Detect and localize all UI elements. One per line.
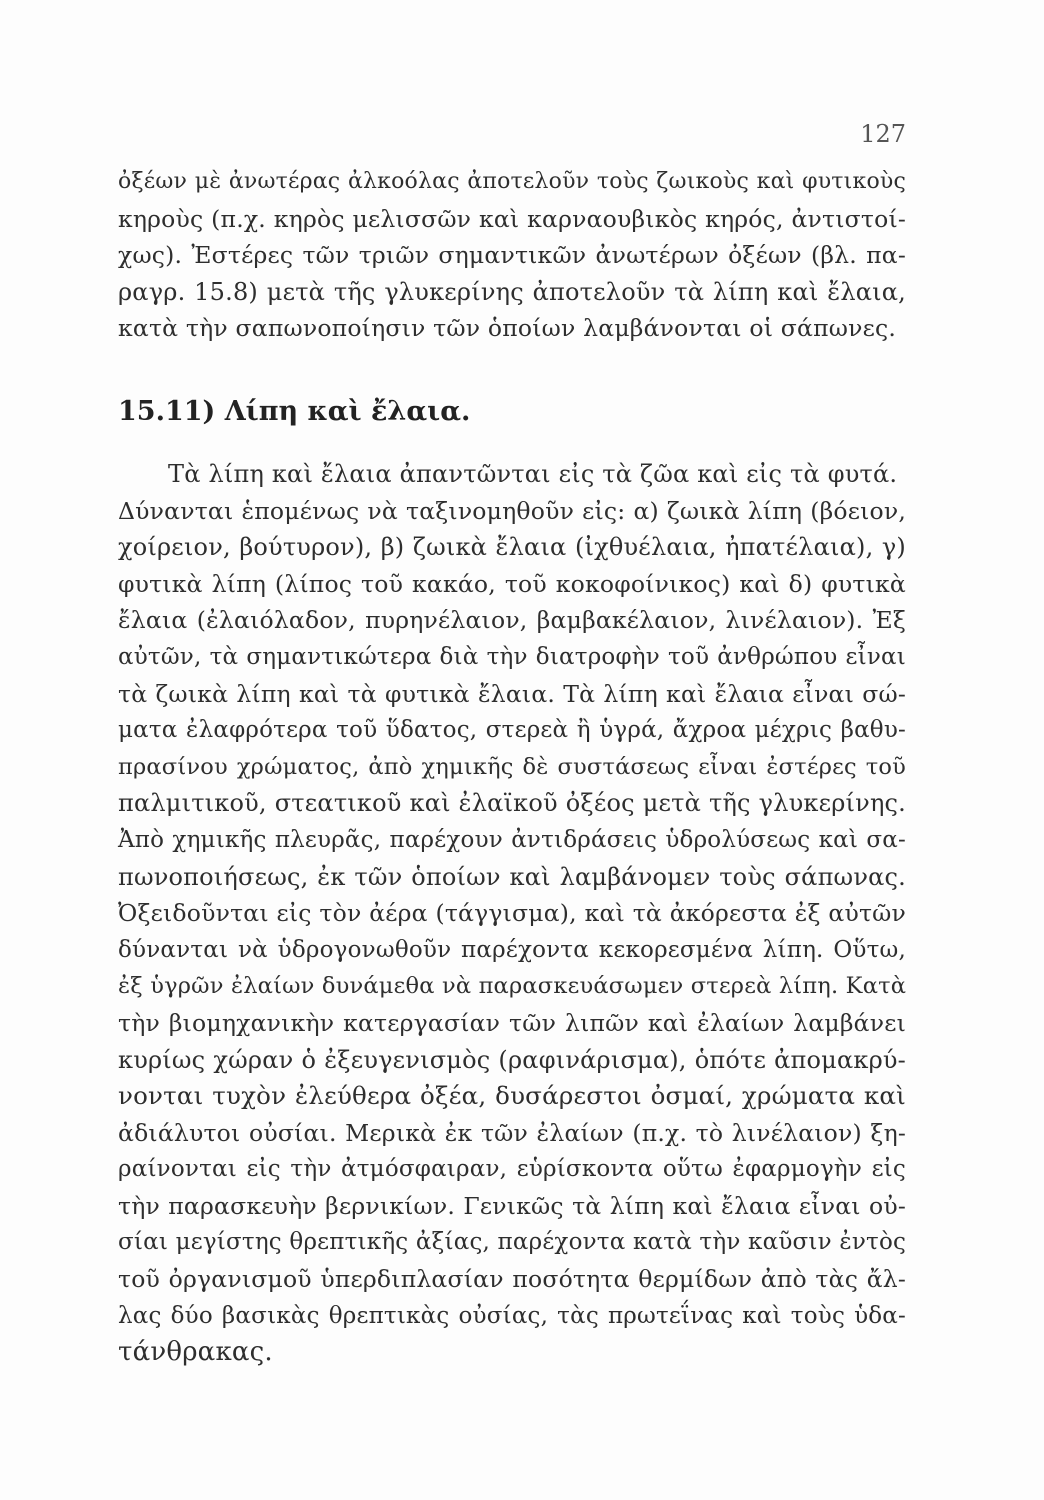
text-line: ἔλαια (ἐλαιόλαδον, πυρηνέλαιον, βαμβακέλαιον, λινέλαιον). Ἐξ: [118, 606, 906, 635]
text-line: ἐξ ὑγρῶν ἐλαίων δυνάμεθα νὰ παρασκευάσωμεν στερεὰ λίπη. Κατὰ: [118, 973, 907, 1000]
text-line: κυρίως χώραν ὁ ἐξευγενισμὸς (ραφινάρισμα), ὁπότε ἀπομακρύ-: [118, 1045, 906, 1074]
text-line: χως). Ἐστέρες τῶν τριῶν σημαντικῶν ἀνωτέρων ὀξέων (βλ. πα-: [118, 241, 906, 270]
body-paragraph: [118, 456, 906, 1371]
text-line: ραίνονται εἰς τὴν ἀτμόσφαιραν, εὑρίσκοντα οὕτω ἐφαρμογὴν εἰς: [118, 1156, 906, 1183]
text-line: κατὰ τὴν σαπωνοποίησιν τῶν ὁποίων λαμβάνονται οἱ σάπωνες.: [118, 314, 896, 343]
text-line: τὴν βιομηχανικὴν κατεργασίαν τῶν λιπῶν καὶ ἐλαίων λαμβάνει: [118, 1008, 906, 1037]
text-line: χοίρειον, βούτυρον), β) ζωικὰ ἔλαια (ἰχθυέλαια, ἠπατέλαια), γ): [118, 533, 906, 562]
text-line: Δύνανται ἑπομένως νὰ ταξινομηθοῦν εἰς: α) ζωικὰ λίπη (βόειον,: [118, 496, 906, 525]
intro-paragraph: [118, 164, 906, 347]
text-line: τάνθρακας.: [118, 1337, 273, 1368]
text-line: ματα ἐλαφρότερα τοῦ ὕδατος, στερεὰ ἢ ὑγρά, ἄχροα μέχρις βαθυ-: [118, 717, 906, 744]
section-heading: 15.11) Λίπη καὶ ἔλαια.: [118, 396, 471, 427]
text-line: κηροὺς (π.χ. κηρὸς μελισσῶν καὶ καρναουβικὸς κηρός, ἀντιστοί-: [118, 204, 906, 233]
text-line: Τὰ λίπη καὶ ἔλαια ἀπαντῶνται εἰς τὰ ζῶα καὶ εἰς τὰ φυτά.: [168, 460, 898, 488]
text-line: τὴν παρασκευὴν βερνικίων. Γενικῶς τὰ λίπη καὶ ἔλαια εἶναι οὐ-: [118, 1191, 906, 1220]
text-line: πωνοποιήσεως, ἐκ τῶν ὁποίων καὶ λαμβάνομεν τοὺς σάπωνας.: [118, 862, 906, 891]
page-number: 127: [860, 120, 906, 148]
text-line: νονται τυχὸν ἐλεύθερα ὀξέα, δυσάρεστοι ὀσμαί, χρώματα καὶ: [118, 1081, 906, 1111]
text-line: δύνανται νὰ ὑδρογονωθοῦν παρέχοντα κεκορεσμένα λίπη. Οὕτω,: [118, 936, 906, 963]
text-line: Ἀπὸ χημικῆς πλευρᾶς, παρέχουν ἀντιδράσεις ὑδρολύσεως καὶ σα-: [118, 826, 906, 853]
text-line: ραγρ. 15.8) μετὰ τῆς γλυκερίνης ἀποτελοῦν τὰ λίπη καὶ ἔλαια,: [118, 277, 906, 306]
text-line: λας δύο βασικὰς θρεπτικὰς οὐσίας, τὰς πρωτεΐνας καὶ τοὺς ὑδα-: [118, 1302, 906, 1329]
text-line: τὰ ζωικὰ λίπη καὶ τὰ φυτικὰ ἔλαια. Τὰ λίπη καὶ ἔλαια εἶναι σώ-: [118, 679, 906, 708]
text-line: αὐτῶν, τὰ σημαντικώτερα διὰ τὴν διατροφὴν τοῦ ἀνθρώπου εἶναι: [118, 643, 906, 670]
text-line: φυτικὰ λίπη (λίπος τοῦ κακάο, τοῦ κοκοφοίνικος) καὶ δ) φυτικὰ: [118, 569, 906, 598]
text-line: Ὀξειδοῦνται εἰς τὸν ἀέρα (τάγγισμα), καὶ τὰ ἀκόρεστα ἐξ αὐτῶν: [118, 899, 906, 928]
text-line: παλμιτικοῦ, στεατικοῦ καὶ ἐλαϊκοῦ ὀξέος μετὰ τῆς γλυκερίνης.: [118, 789, 906, 818]
text-line: ὀξέων μὲ ἀνωτέρας ἀλκοόλας ἀποτελοῦν τοὺς ζωικοὺς καὶ φυτικοὺς: [118, 169, 906, 194]
text-line: σίαι μεγίστης θρεπτικῆς ἀξίας, παρέχοντα κατὰ τὴν καῦσιν ἐντὸς: [118, 1229, 907, 1256]
text-line: τοῦ ὀργανισμοῦ ὑπερδιπλασίαν ποσότητα θερμίδων ἀπὸ τὰς ἄλ-: [118, 1265, 906, 1294]
text-line: πρασίνου χρώματος, ἀπὸ χημικῆς δὲ συστάσεως εἶναι ἐστέρες τοῦ: [118, 753, 906, 780]
text-line: ἀδιάλυτοι οὐσίαι. Μερικὰ ἐκ τῶν ἐλαίων (π.χ. τὸ λινέλαιον) ξη-: [118, 1118, 906, 1147]
